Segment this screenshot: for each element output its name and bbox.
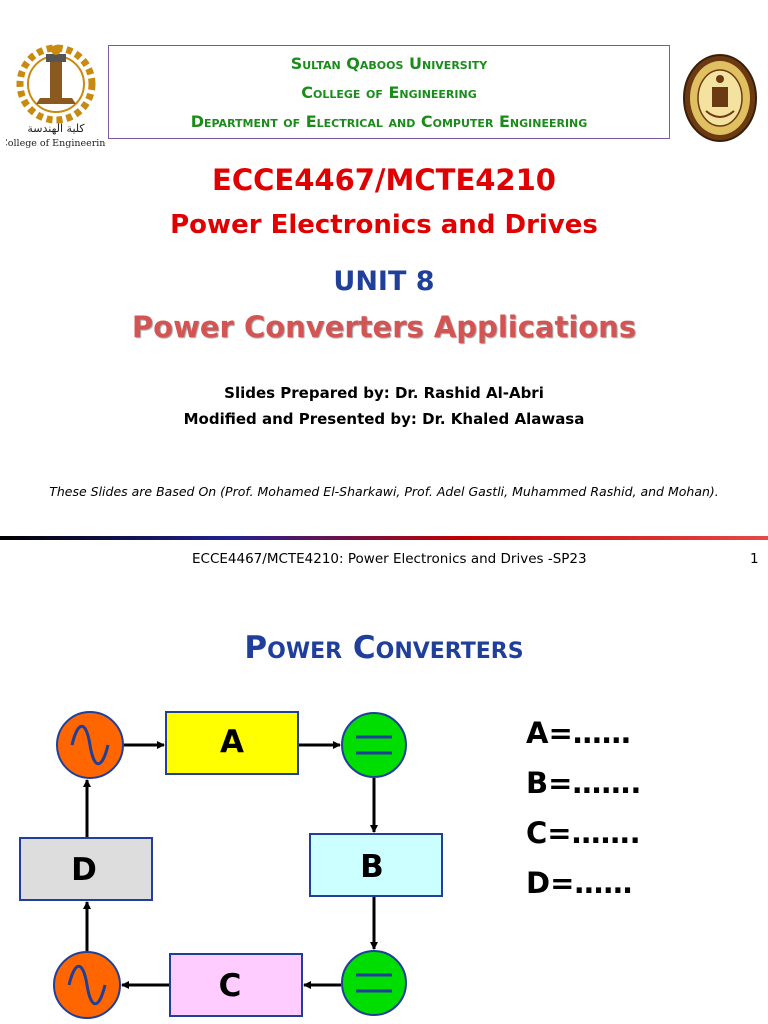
ac-source-bottom-icon — [54, 952, 120, 1018]
svg-text:College of Engineering: College of Engineering — [6, 138, 106, 149]
college-logo — [6, 38, 106, 150]
svg-text:كلية الهندسة: كلية الهندسة — [27, 122, 85, 135]
university-seal-logo — [682, 53, 758, 143]
college-name: College of Engineering — [301, 82, 477, 102]
slide-divider — [0, 536, 768, 540]
answer-b: B=……. — [526, 766, 642, 800]
power-converters-diagram — [0, 690, 768, 1024]
svg-text:D: D — [71, 852, 97, 888]
presented-by: Modified and Presented by: Dr. Khaled Alawasa — [183, 410, 585, 428]
ac-source-top-icon — [57, 712, 123, 778]
dc-source-top-icon — [342, 713, 406, 777]
department-name: Department of Electrical and Computer Engineering — [190, 111, 588, 131]
block-d — [20, 838, 152, 900]
answer-c: C=……. — [526, 816, 641, 850]
svg-text:B: B — [360, 849, 384, 885]
block-c — [170, 954, 302, 1016]
based-on-note: These Slides are Based On (Prof. Mohamed El-Sharkawi, Prof. Adel Gastli, Muhammed Rashid, and Mohan). — [49, 484, 719, 499]
block-a — [166, 712, 298, 774]
page-number: 1 — [750, 551, 759, 567]
prepared-by: Slides Prepared by: Dr. Rashid Al-Abri — [224, 384, 544, 402]
answer-a: A=…… — [526, 716, 631, 750]
unit-label: UNIT 8 — [333, 266, 435, 297]
slide-footer: ECCE4467/MCTE4210: Power Electronics and Drives -SP23 — [192, 551, 587, 567]
answer-list — [526, 708, 641, 908]
course-name: Power Electronics and Drives — [170, 210, 598, 240]
slide2-title: Power Converters — [244, 630, 524, 666]
block-b — [310, 834, 442, 896]
unit-title: Power Converters Applications — [131, 310, 637, 344]
svg-text:C: C — [218, 968, 242, 1004]
svg-text:A: A — [220, 724, 244, 760]
course-code: ECCE4467/MCTE4210 — [212, 163, 556, 197]
answer-d: D=…… — [526, 866, 633, 900]
header-box — [108, 45, 670, 139]
university-name: Sultan Qaboos University — [290, 53, 488, 73]
dc-source-bottom-icon — [342, 951, 406, 1015]
